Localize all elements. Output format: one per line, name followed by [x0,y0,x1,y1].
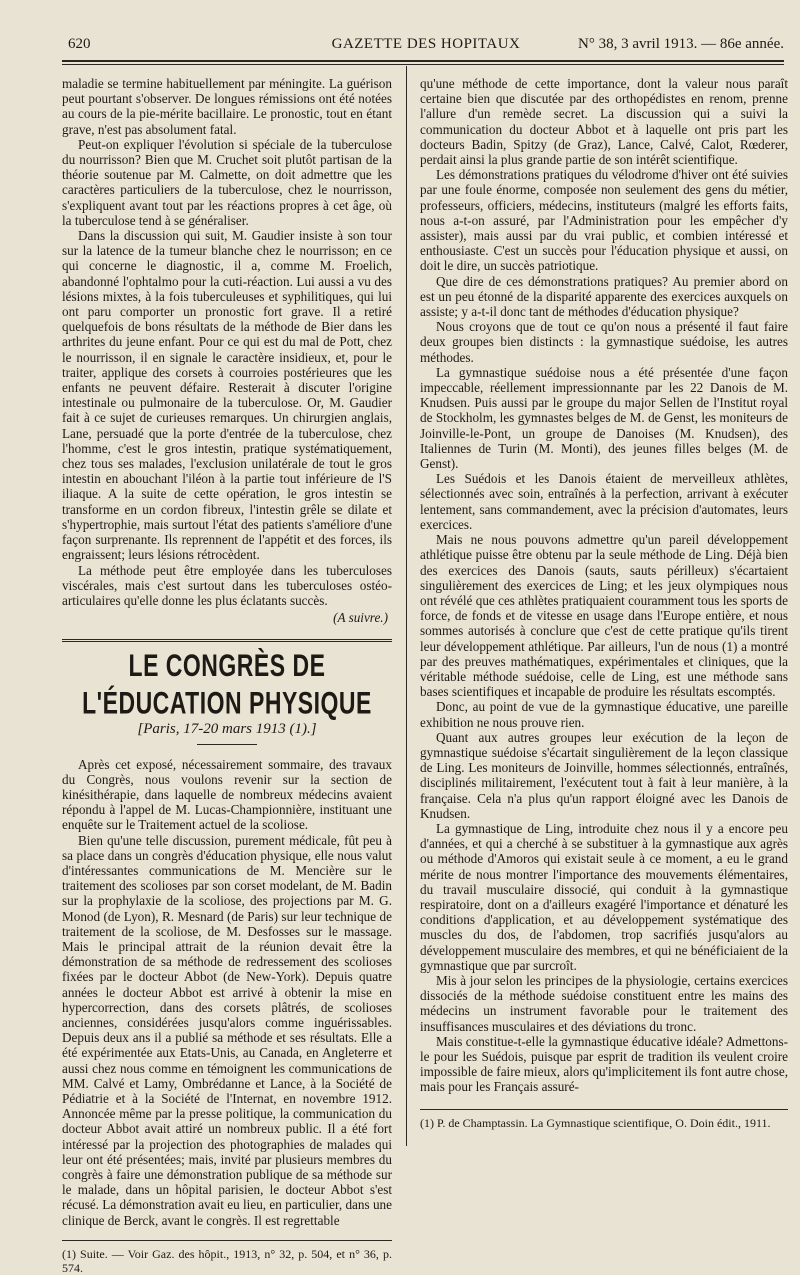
paragraph: Donc, au point de vue de la gymnastique éducative, une pareille exhibition ne nous prouve rien. [420,699,788,730]
paragraph: Bien qu'une telle discussion, purement médicale, fût peu à sa place dans un congrès d'éducation physique, elle nous valut d'intéressantes communications de M. Mencière sur le traitement des scolioses par son corset modelant, de M. Badin sur la prophylaxie de la scoliose, des projections par M. G. Monod (de Lyon), R. Mesnard (de Paris) sur leur technique de traitement de la scoliose, de M. Desfosses sur le massage. Mais le principal attrait de la réunion devait être la démonstration de sa méthode de redressement des scolioses fixées par le docteur Abbot (de New-York). Depuis quatre années le docteur Abbot est arrivé à obtenir la mise en hypercorrection, dans des corsets plâtrés, de scolioses anciennes, considérées jusqu'alors comme inguérissables. Depuis deux ans il a publié sa méthode et ses résultats. Elle a été expérimentée aux Etats-Unis, au Canada, en Angleterre et aussi chez nous comme en témoignent les communications de MM. Calvé et Lamy, Ombrédanne et Lance, à la Société de Pédiatrie et à la Société de l'Internat, en novembre 1912. Annoncée même par la presse politique, la communication du docteur Abbot avait attiré un nombreux public. Il a été fort intéressé par la projection des photographies de malades qui leur ont été présentées; mais, invité par plusieurs membres du congrès à faire une démonstration publique de sa méthode sur le malade, dans un hôpital parisien, le docteur Abbot s'est récusé. La démonstration avait eu lieu, en particulier, dans une clinique de Berck, avant le congrès. Il est regrettable [62,832,392,1228]
paragraph: Mais ne nous pouvons admettre qu'un pareil développement athlétique puisse être obtenu par la seule méthode de Ling. Déjà bien des exercices des Danois (sauts, sauts périlleux) s'écartaient singulièrement des exercices de Ling; et les jeux olympiques nous ont révélé que ces athlètes pratiquaient couramment tous les sports de force, de fonds et de vitesse en usage dans l'Europe entière, et nous sommes autorisés à conclure que c'est de cette pratique qu'ils tirent leur développement athlétique. Par ailleurs, l'un de nous (1) a montré par des preuves mathématiques, expérimentales et cliniques, que la véritable méthode suédoise, celle de Ling, est une méthode sans bases scientifiques et incapable de produire les résultats escomptés. [420,532,788,700]
column-divider [406,66,407,1146]
journal-title: GAZETTE DES HOPITAUX [331,36,521,52]
paragraph: Peut-on expliquer l'évolution si spéciale de la tuberculose du nourrisson? Bien que M. Cruchet soit plutôt partisan de la théorie soutenue par M. Calmette, on doit admettre que les caractères particuliers de la tuberculose, chez le nourrisson, s'expliquent avant tout par les réactions propres à cet âge, où la tuberculose tend à se généraliser. [62,136,392,228]
article-subtitle: [Paris, 17-20 mars 1913 (1).] [137,721,317,738]
paragraph: Les Suédois et les Danois étaient de merveilleux athlètes, sélectionnés avec soin, entraînés à la perfection, arrivant à exécuter lentement, sans commandement, avec la précision d'automates, leurs exercices. [420,471,788,532]
page-number: 620 [68,36,91,52]
header-rule [62,60,784,65]
paragraph: qu'une méthode de cette importance, dont la valeur nous paraît certaine bien que discutée par des orthopédistes en renom, prenne l'allure d'un remède secret. La discussion qui a suivi la communication du docteur Abbot et à laquelle ont pris part les docteurs Badin, Spitzy (de Graz), Lance, Calvé, Calot, Rœderer, perdait ainsi la plus grande partie de son intérêt scientifique. [420,76,788,168]
page-header [68,36,784,56]
paragraph: Dans la discussion qui suit, M. Gaudier insiste à son tour sur la latence de la tumeur blanche chez le nourrisson; en ce qui concerne le diagnostic, il a, comme M. Froelich, abandonné l'ophtalmo pour la cuti-réaction. Lui aussi a vu des lésions mixtes, à la fois tuberculeuses et syphilitiques, qui lui ont paru comporter un pronostic fort grave. Il a retiré quelquefois de bons résultats de la méthode de Bier dans les arthrites du jeune enfant. Pour ce qui est du mal de Pott, chez le nourrisson, il en signale le caractère insidieux, et, pour le traiter, applique des corsets à courroies postérieures que les enfants ne peuvent défaire. Resterait à discuter l'origine intestinale ou pulmonaire de la tuberculose. Or, M. Gaudier fait à ce sujet de curieuses remarques. Un chirurgien anglais, Lane, persuadé que la porte d'entrée de la tuberculose, chez l'homme, c'est le gros intestin, pratique systématiquement, chez tous ses malades, l'exclusion unilatérale de tout le gros intestin en abouchant l'iléon à la partie tout inférieure de l'S iliaque. A la suite de cette opération, le gros intestin se transforme en un cordon fibreux, l'intestin grêle se dilate et s'hypertrophie, mais surtout l'état des patients s'améliore d'une façon surprenante. Ils reprennent de l'appétit et des forces, ils engraissent; leurs lésions rétrocèdent. [62,228,392,563]
article-title: LE CONGRÈS DE L'ÉDUCATION PHYSIQUE [82,647,372,721]
paragraph: Après cet exposé, nécessairement sommaire, des travaux du Congrès, nous voulons revenir sur la section de kinésithérapie, dans laquelle de nombreux médecins avaient répondu à l'appel de M. Lucas-Championnière, instituant une enquête sur le Traitement actuel de la scoliose. [62,756,392,833]
paragraph: La gymnastique de Ling, introduite chez nous il y a encore peu d'années, et qui a cherché à se substituer à la gymnastique aux agrès ou méthode d'Amoros qui existait seule à ce moment, a eu le grand mérite de nous montrer l'importance des mouvements élémentaires, du travail musculaire dissocié, qui conduit à la gymnastique respiratoire, dont on a d'ailleurs exagéré l'importance et dénaturé les conditions d'application, et au développement systématique des muscles du dos, de l'abdomen, trop sacrifiés jusqu'alors au développement musculaire des membres, et qui ne bénéficiaient de la gymnastique que par surcroît. [420,820,788,973]
paragraph: La méthode peut être employée dans les tuberculoses viscérales, mais c'est surtout dans les tuberculoses ostéo-articulaires qu'elle donne les plus éclatants succès. [62,562,392,608]
footnote: (1) Suite. — Voir Gaz. des hôpit., 1913, n° 32, p. 504, et n° 36, p. 574. [62,1246,392,1275]
short-rule [197,744,257,745]
issue-info: N° 38, 3 avril 1913. — 86e année. [578,36,784,52]
paragraph: maladie se termine habituellement par méningite. La guérison peut pourtant s'observer. De longues rémissions ont été notées au cours de la pie-mérite bacillaire. Le pronostic, tout en étant grave, n'est pas absolument fatal. [62,76,392,137]
paragraph: La gymnastique suédoise nous a été présentée d'une façon impeccable, réellement impressionnante par les 22 Danois de M. Knudsen. Puis aussi par le groupe du major Sellen de l'Institut royal de Stockholm, les gymnastes belges de M. de Genst, les moniteurs de Joinville-le-Pont, un groupe de Danoises (M. Knudsen), des Italiennes de Turin (M. Monti), des jeunes filles belges (M. de Genst). [420,364,788,472]
paragraph: Mis à jour selon les principes de la physiologie, certains exercices dissociés de la méthode suédoise constituent entre les mains des médecins un instrument favorable pour le traitement des insuffisances musculaires et des déviations du tronc. [420,972,788,1034]
section-separator [62,639,392,642]
footnote-rule [62,1240,392,1241]
paragraph: Nous croyons que de tout ce qu'on nous a présenté il faut faire deux groupes bien distincts : la gymnastique suédoise, les autres méthodes. [420,319,788,365]
paragraph: Les démonstrations pratiques du vélodrome d'hiver ont été suivies par une foule énorme, composée non seulement des gens du métier, professeurs, officiers, médecins, instituteurs (malgré les efforts faits, nous a-t-on assuré, par l'Administration pour les empêcher d'y assister), mais aussi par du vrai public, et combien intéressé et enthousiaste. C'est un succès pour l'éducation physique et aussi, on doit le dire, un succès patriotique. [420,167,788,274]
footnote: (1) P. de Champtassin. La Gymnastique scientifique, O. Doin édit., 1911. [420,1115,771,1130]
left-column [62,76,392,1275]
continued-note: (A suivre.) [333,610,388,626]
paragraph: Que dire de ces démonstrations pratiques? Au premier abord on est un peu étonné de la disparité apparente des exercices auxquels on assiste; y a-t-il donc tant de méthodes d'éducation physique? [420,273,788,320]
paragraph: Mais constitue-t-elle la gymnastique éducative idéale? Admettons-le pour les Suédois, puisque par esprit de tradition ils veulent croire impossible de faire mieux, alors qu'implicitement ils font autre chose, mais pour les Français assuré- [420,1033,788,1095]
paragraph: Quant aux autres groupes leur exécution de la leçon de gymnastique suédoise s'écartait singulièrement de la leçon classique de Ling. Les moniteurs de Joinville, hommes sélectionnés, entraînés, disciplinés militairement, l'exécutent tout à fait à leur manière, à la française. Cela n'a plus qu'un rapport éloigné avec les Danois de Knudsen. [420,729,788,821]
right-column [420,76,788,1130]
footnote-rule [420,1109,788,1110]
